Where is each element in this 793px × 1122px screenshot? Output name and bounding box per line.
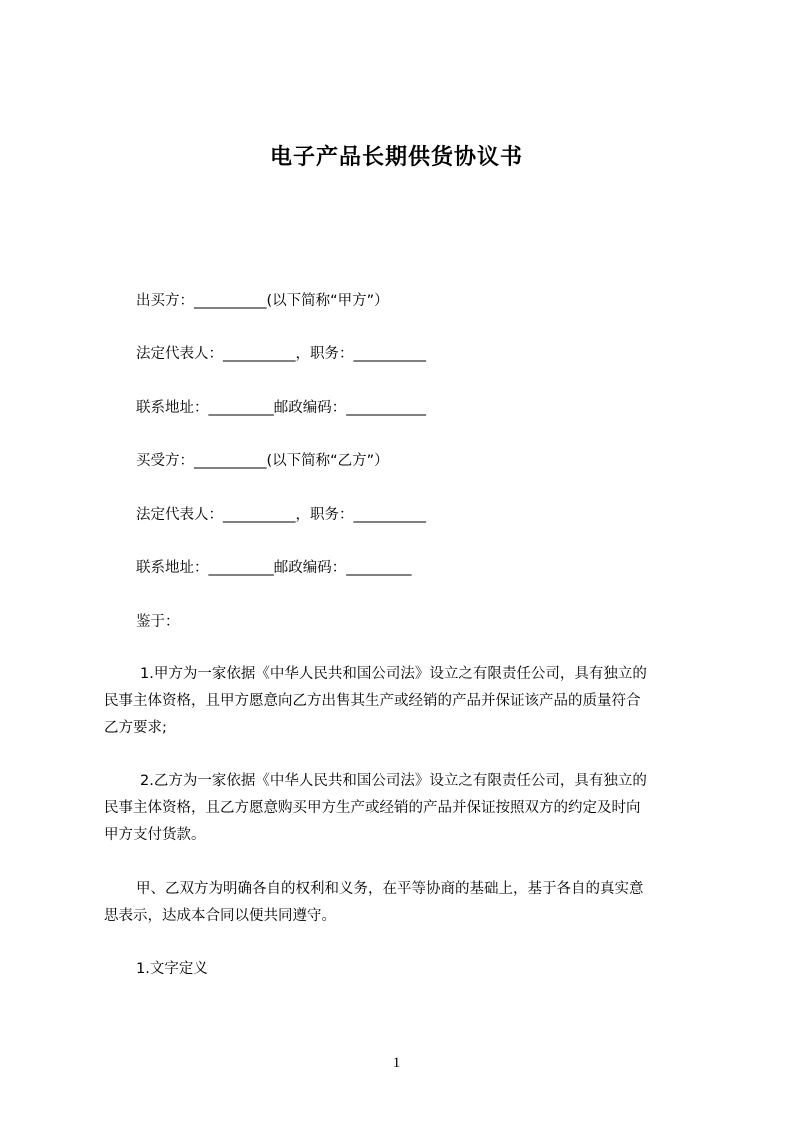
seller-address-line: 联系地址：_________邮政编码：_________ xyxy=(136,560,412,576)
whereas-heading: 鉴于： xyxy=(136,614,180,630)
section-1-heading: 1.文字定义 xyxy=(136,961,208,977)
buyer-line: 出买方：__________(以下简称“甲方”） xyxy=(136,293,389,309)
page-number: 1 xyxy=(392,1055,401,1071)
clause-1-line-1: 1.甲方为一家依据《中华人民共和国公司法》设立之有限责任公司，具有独立的 xyxy=(140,666,647,682)
clause-1-line-3: 乙方要求; xyxy=(104,720,167,736)
document-title: 电子产品长期供货协议书 xyxy=(269,145,523,170)
seller-representative-line: 法定代表人：__________，职务：__________ xyxy=(136,507,426,523)
clause-2-line-2: 民事主体资格，且乙方愿意购买甲方生产或经销的产品并保证按照双方的约定及时向 xyxy=(104,800,641,816)
clause-1-line-2: 民事主体资格，且甲方愿意向乙方出售其生产或经销的产品并保证该产品的质量符合 xyxy=(104,693,641,709)
buyer-representative-line: 法定代表人：__________，职务：__________ xyxy=(136,346,426,362)
buyer-address-line: 联系地址：_________邮政编码：___________ xyxy=(136,400,426,416)
seller-line: 买受方：__________(以下简称“乙方”） xyxy=(136,453,389,469)
agreement-line-1: 甲、乙双方为明确各自的权利和义务，在平等协商的基础上，基于各自的真实意 xyxy=(136,881,644,897)
clause-2-line-1: 2.乙方为一家依据《中华人民共和国公司法》设立之有限责任公司，具有独立的 xyxy=(140,773,647,789)
agreement-line-2: 思表示，达成本合同以便共同遵守。 xyxy=(104,908,336,924)
clause-2-line-3: 甲方支付货款。 xyxy=(104,827,206,843)
